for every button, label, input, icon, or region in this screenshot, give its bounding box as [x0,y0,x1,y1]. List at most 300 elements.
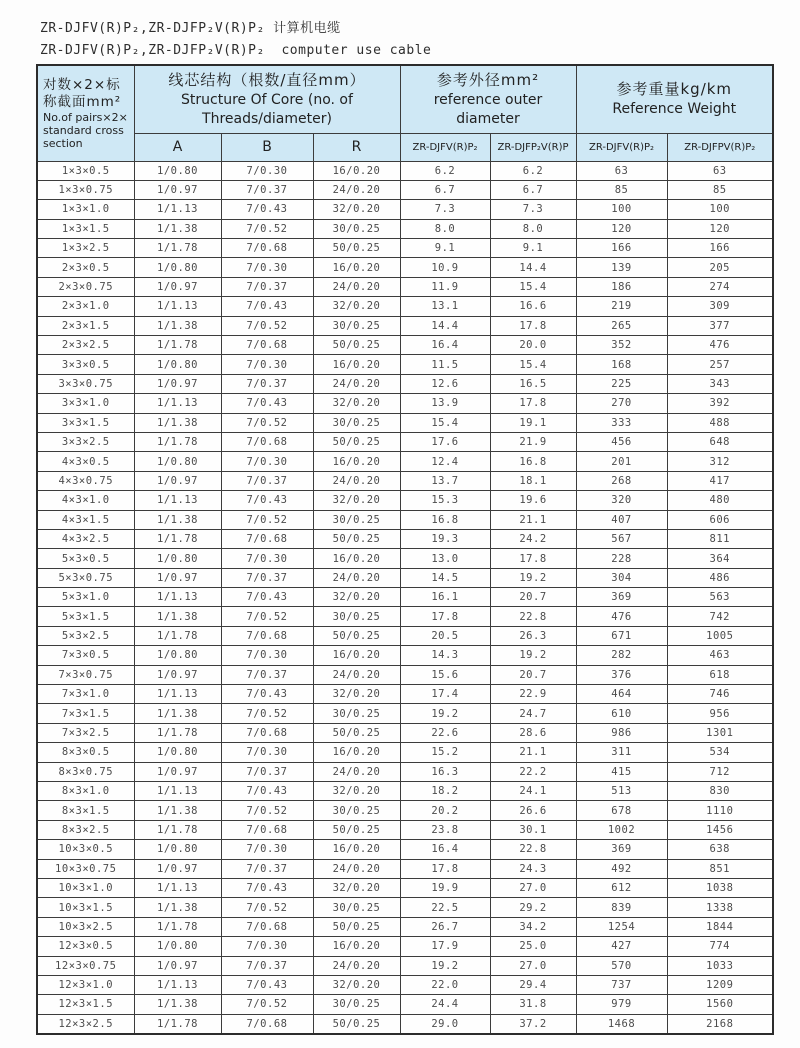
value-cell: 7/0.68 [221,336,313,355]
size-cell: 5×3×1.5 [37,607,134,626]
value-cell: 7/0.37 [221,665,313,684]
value-cell: 225 [576,374,667,393]
value-cell: 618 [667,665,773,684]
table-row [37,297,773,316]
value-cell: 851 [667,859,773,878]
value-cell: 7/0.43 [221,297,313,316]
header-core-structure-en-1: Structure Of Core (no. of [181,91,353,108]
value-cell: 17.9 [400,937,490,956]
value-cell: 10.9 [400,258,490,277]
value-cell: 1/0.97 [134,277,221,296]
table-row [37,782,773,801]
header-cross-section-en-2: standard cross [43,123,124,137]
value-cell: 32/0.20 [313,685,400,704]
table-row [37,937,773,956]
value-cell: 956 [667,704,773,723]
value-cell: 1038 [667,878,773,897]
size-cell: 12×3×1.0 [37,975,134,994]
value-cell: 30/0.25 [313,510,400,529]
table-row [37,743,773,762]
value-cell: 16.5 [490,374,576,393]
subheader-wt-zr-djfv: ZR-DJFV(R)P₂ [576,133,667,161]
value-cell: 7/0.30 [221,549,313,568]
value-cell: 746 [667,685,773,704]
value-cell: 24/0.20 [313,956,400,975]
value-cell: 30/0.25 [313,995,400,1014]
value-cell: 513 [576,782,667,801]
size-cell: 7×3×2.5 [37,723,134,742]
subheader-wt-zr-djfpv: ZR-DJFPV(R)P₂ [667,133,773,161]
value-cell: 63 [667,161,773,180]
cable-size-group [37,355,773,452]
size-cell: 2×3×2.5 [37,336,134,355]
value-cell: 15.3 [400,491,490,510]
value-cell: 712 [667,762,773,781]
value-cell: 1/1.38 [134,801,221,820]
header-outer-diameter-zh: 参考外径mm² [436,70,540,89]
value-cell: 24/0.20 [313,180,400,199]
value-cell: 7/0.37 [221,374,313,393]
value-cell: 23.8 [400,820,490,839]
value-cell: 14.4 [400,316,490,335]
value-cell: 376 [576,665,667,684]
value-cell: 1/0.97 [134,956,221,975]
value-cell: 463 [667,646,773,665]
value-cell: 19.1 [490,413,576,432]
value-cell: 648 [667,432,773,451]
size-cell: 10×3×0.5 [37,840,134,859]
size-cell: 8×3×1.0 [37,782,134,801]
value-cell: 32/0.20 [313,588,400,607]
value-cell: 257 [667,355,773,374]
value-cell: 30/0.25 [313,898,400,917]
value-cell: 16.3 [400,762,490,781]
value-cell: 7/0.68 [221,917,313,936]
table-row [37,665,773,684]
table-row [37,820,773,839]
value-cell: 9.1 [490,239,576,258]
value-cell: 29.0 [400,1014,490,1033]
value-cell: 7/0.68 [221,1014,313,1033]
value-cell: 1/0.80 [134,937,221,956]
value-cell: 37.2 [490,1014,576,1033]
value-cell: 139 [576,258,667,277]
value-cell: 7/0.52 [221,898,313,917]
value-cell: 7/0.30 [221,355,313,374]
value-cell: 570 [576,956,667,975]
value-cell: 24.7 [490,704,576,723]
value-cell: 17.4 [400,685,490,704]
value-cell: 7/0.52 [221,704,313,723]
value-cell: 1/0.80 [134,452,221,471]
value-cell: 742 [667,607,773,626]
value-cell: 50/0.25 [313,917,400,936]
value-cell: 16/0.20 [313,549,400,568]
table-row [37,607,773,626]
value-cell: 407 [576,510,667,529]
table-row [37,394,773,413]
value-cell: 7/0.52 [221,413,313,432]
value-cell: 7/0.37 [221,859,313,878]
value-cell: 27.0 [490,956,576,975]
value-cell: 7/0.52 [221,316,313,335]
value-cell: 17.8 [400,607,490,626]
value-cell: 7/0.43 [221,491,313,510]
value-cell: 24/0.20 [313,568,400,587]
value-cell: 24/0.20 [313,859,400,878]
value-cell: 774 [667,937,773,956]
value-cell: 737 [576,975,667,994]
value-cell: 11.5 [400,355,490,374]
size-cell: 1×3×2.5 [37,239,134,258]
value-cell: 7/0.52 [221,995,313,1014]
value-cell: 22.5 [400,898,490,917]
value-cell: 50/0.25 [313,723,400,742]
value-cell: 6.7 [400,180,490,199]
value-cell: 15.6 [400,665,490,684]
size-cell: 3×3×0.5 [37,355,134,374]
value-cell: 7/0.30 [221,646,313,665]
value-cell: 1/0.97 [134,471,221,490]
value-cell: 7/0.30 [221,258,313,277]
size-cell: 10×3×1.5 [37,898,134,917]
table-row [37,840,773,859]
value-cell: 7/0.30 [221,743,313,762]
size-cell: 1×3×1.5 [37,219,134,238]
value-cell: 333 [576,413,667,432]
cable-size-group [37,549,773,646]
cable-size-group [37,743,773,840]
value-cell: 17.8 [490,549,576,568]
size-cell: 3×3×1.5 [37,413,134,432]
value-cell: 1/1.13 [134,200,221,219]
value-cell: 16.8 [490,452,576,471]
value-cell: 30.1 [490,820,576,839]
header-reference-weight [576,65,773,133]
value-cell: 13.9 [400,394,490,413]
value-cell: 811 [667,529,773,548]
value-cell: 1/1.13 [134,975,221,994]
size-cell: 7×3×1.5 [37,704,134,723]
size-cell: 2×3×1.5 [37,316,134,335]
value-cell: 22.2 [490,762,576,781]
value-cell: 50/0.25 [313,336,400,355]
value-cell: 492 [576,859,667,878]
size-cell: 4×3×0.5 [37,452,134,471]
value-cell: 6.2 [490,161,576,180]
value-cell: 7.3 [490,200,576,219]
value-cell: 1/1.78 [134,529,221,548]
value-cell: 16/0.20 [313,161,400,180]
value-cell: 21.9 [490,432,576,451]
value-cell: 50/0.25 [313,820,400,839]
value-cell: 1456 [667,820,773,839]
value-cell: 13.7 [400,471,490,490]
value-cell: 16.1 [400,588,490,607]
value-cell: 1/0.97 [134,762,221,781]
table-row [37,723,773,742]
value-cell: 17.8 [490,316,576,335]
header-core-structure [134,65,400,133]
table-row [37,646,773,665]
value-cell: 7/0.30 [221,161,313,180]
size-cell: 10×3×1.0 [37,878,134,897]
value-cell: 1/1.38 [134,607,221,626]
value-cell: 7/0.43 [221,588,313,607]
value-cell: 219 [576,297,667,316]
value-cell: 24.1 [490,782,576,801]
value-cell: 19.3 [400,529,490,548]
value-cell: 1033 [667,956,773,975]
value-cell: 343 [667,374,773,393]
value-cell: 6.2 [400,161,490,180]
value-cell: 30/0.25 [313,801,400,820]
size-cell: 2×3×0.5 [37,258,134,277]
value-cell: 839 [576,898,667,917]
value-cell: 268 [576,471,667,490]
value-cell: 30/0.25 [313,704,400,723]
table-row [37,995,773,1014]
value-cell: 1/1.13 [134,588,221,607]
value-cell: 50/0.25 [313,1014,400,1033]
size-cell: 5×3×0.75 [37,568,134,587]
value-cell: 364 [667,549,773,568]
size-cell: 1×3×1.0 [37,200,134,219]
value-cell: 7/0.68 [221,820,313,839]
table-row [37,762,773,781]
value-cell: 7/0.30 [221,452,313,471]
value-cell: 50/0.25 [313,529,400,548]
value-cell: 85 [576,180,667,199]
value-cell: 166 [576,239,667,258]
value-cell: 16/0.20 [313,452,400,471]
value-cell: 415 [576,762,667,781]
value-cell: 11.9 [400,277,490,296]
value-cell: 369 [576,840,667,859]
table-header [37,65,773,161]
table-row [37,413,773,432]
size-cell: 7×3×0.5 [37,646,134,665]
value-cell: 7/0.37 [221,180,313,199]
value-cell: 50/0.25 [313,432,400,451]
value-cell: 32/0.20 [313,782,400,801]
table-row [37,452,773,471]
value-cell: 606 [667,510,773,529]
value-cell: 24/0.20 [313,762,400,781]
table-row [37,510,773,529]
value-cell: 1/0.80 [134,549,221,568]
value-cell: 16/0.20 [313,743,400,762]
size-cell: 2×3×1.0 [37,297,134,316]
value-cell: 17.8 [400,859,490,878]
value-cell: 18.1 [490,471,576,490]
value-cell: 24/0.20 [313,665,400,684]
size-cell: 8×3×0.5 [37,743,134,762]
value-cell: 1560 [667,995,773,1014]
cable-size-group [37,840,773,937]
size-cell: 7×3×0.75 [37,665,134,684]
value-cell: 1/1.13 [134,491,221,510]
value-cell: 282 [576,646,667,665]
subheader-od-zr-djfv: ZR-DJFV(R)P₂ [400,133,490,161]
value-cell: 16/0.20 [313,937,400,956]
value-cell: 369 [576,588,667,607]
size-cell: 8×3×2.5 [37,820,134,839]
header-core-structure-en-2: Threads/diameter) [202,110,332,127]
value-cell: 16/0.20 [313,840,400,859]
value-cell: 26.6 [490,801,576,820]
value-cell: 30/0.25 [313,413,400,432]
table-row [37,374,773,393]
value-cell: 1/1.78 [134,239,221,258]
value-cell: 638 [667,840,773,859]
value-cell: 7/0.68 [221,723,313,742]
table-row [37,491,773,510]
value-cell: 14.5 [400,568,490,587]
value-cell: 50/0.25 [313,626,400,645]
value-cell: 20.2 [400,801,490,820]
value-cell: 1/0.97 [134,374,221,393]
value-cell: 7/0.37 [221,471,313,490]
value-cell: 7/0.37 [221,277,313,296]
value-cell: 7/0.43 [221,394,313,413]
table-row [37,336,773,355]
value-cell: 50/0.25 [313,239,400,258]
header-cross-section-zh-2: 称截面mm² [43,93,122,110]
value-cell: 7/0.68 [221,626,313,645]
size-cell: 12×3×0.75 [37,956,134,975]
value-cell: 29.2 [490,898,576,917]
value-cell: 34.2 [490,917,576,936]
value-cell: 1/0.80 [134,258,221,277]
table-row [37,704,773,723]
table-row [37,549,773,568]
value-cell: 32/0.20 [313,878,400,897]
value-cell: 1/1.38 [134,219,221,238]
value-cell: 26.7 [400,917,490,936]
header-outer-diameter-en: reference outer diameter [433,91,543,127]
value-cell: 22.6 [400,723,490,742]
value-cell: 24/0.20 [313,471,400,490]
table-row [37,685,773,704]
value-cell: 16.4 [400,336,490,355]
value-cell: 30/0.25 [313,316,400,335]
value-cell: 7/0.68 [221,432,313,451]
size-cell: 4×3×0.75 [37,471,134,490]
subheader-col-r: R [313,133,400,161]
title-chinese: ZR-DJFV(R)P₂,ZR-DJFP₂V(R)P₂ 计算机电缆 [40,21,341,36]
value-cell: 20.5 [400,626,490,645]
table-row [37,1014,773,1033]
value-cell: 1/1.38 [134,995,221,1014]
size-cell: 2×3×0.75 [37,277,134,296]
value-cell: 392 [667,394,773,413]
value-cell: 16/0.20 [313,355,400,374]
value-cell: 7/0.43 [221,975,313,994]
table-row [37,219,773,238]
value-cell: 12.6 [400,374,490,393]
value-cell: 1/1.13 [134,878,221,897]
value-cell: 1844 [667,917,773,936]
value-cell: 14.3 [400,646,490,665]
value-cell: 7/0.37 [221,956,313,975]
value-cell: 18.2 [400,782,490,801]
value-cell: 265 [576,316,667,335]
cable-size-group [37,258,773,355]
value-cell: 27.0 [490,878,576,897]
value-cell: 311 [576,743,667,762]
value-cell: 612 [576,878,667,897]
value-cell: 30/0.25 [313,219,400,238]
value-cell: 671 [576,626,667,645]
value-cell: 7/0.43 [221,782,313,801]
value-cell: 31.8 [490,995,576,1014]
value-cell: 1/1.38 [134,316,221,335]
header-cross-section-zh-1: 对数×2×标 [43,76,121,93]
header-reference-weight-en: Reference Weight [612,101,737,118]
header-outer-diameter [400,65,576,133]
value-cell: 25.0 [490,937,576,956]
value-cell: 427 [576,937,667,956]
table-row [37,316,773,335]
value-cell: 1468 [576,1014,667,1033]
value-cell: 1338 [667,898,773,917]
value-cell: 28.6 [490,723,576,742]
value-cell: 1/1.78 [134,432,221,451]
size-cell: 4×3×1.5 [37,510,134,529]
value-cell: 166 [667,239,773,258]
value-cell: 1/0.80 [134,355,221,374]
value-cell: 32/0.20 [313,394,400,413]
size-cell: 12×3×1.5 [37,995,134,1014]
value-cell: 24.4 [400,995,490,1014]
value-cell: 19.6 [490,491,576,510]
value-cell: 1/0.80 [134,161,221,180]
value-cell: 678 [576,801,667,820]
value-cell: 19.2 [400,704,490,723]
value-cell: 1/1.38 [134,898,221,917]
value-cell: 830 [667,782,773,801]
value-cell: 1002 [576,820,667,839]
value-cell: 22.9 [490,685,576,704]
value-cell: 1/1.78 [134,336,221,355]
value-cell: 7/0.52 [221,219,313,238]
value-cell: 7/0.30 [221,840,313,859]
value-cell: 19.2 [490,568,576,587]
value-cell: 13.1 [400,297,490,316]
value-cell: 32/0.20 [313,200,400,219]
value-cell: 270 [576,394,667,413]
table-row [37,975,773,994]
value-cell: 120 [576,219,667,238]
value-cell: 32/0.20 [313,491,400,510]
cable-spec-table [36,64,774,1035]
value-cell: 1/1.78 [134,917,221,936]
value-cell: 100 [667,200,773,219]
value-cell: 15.4 [400,413,490,432]
value-cell: 1209 [667,975,773,994]
value-cell: 476 [667,336,773,355]
value-cell: 7/0.68 [221,529,313,548]
size-cell: 7×3×1.0 [37,685,134,704]
size-cell: 3×3×1.0 [37,394,134,413]
header-cross-section-en-1: No.of pairs×2× [43,110,128,124]
header-cross-section-en-3: section [43,136,83,150]
value-cell: 16/0.20 [313,258,400,277]
subheader-od-zr-djfp2v: ZR-DJFP₂V(R)P [490,133,576,161]
value-cell: 15.4 [490,355,576,374]
value-cell: 30/0.25 [313,607,400,626]
